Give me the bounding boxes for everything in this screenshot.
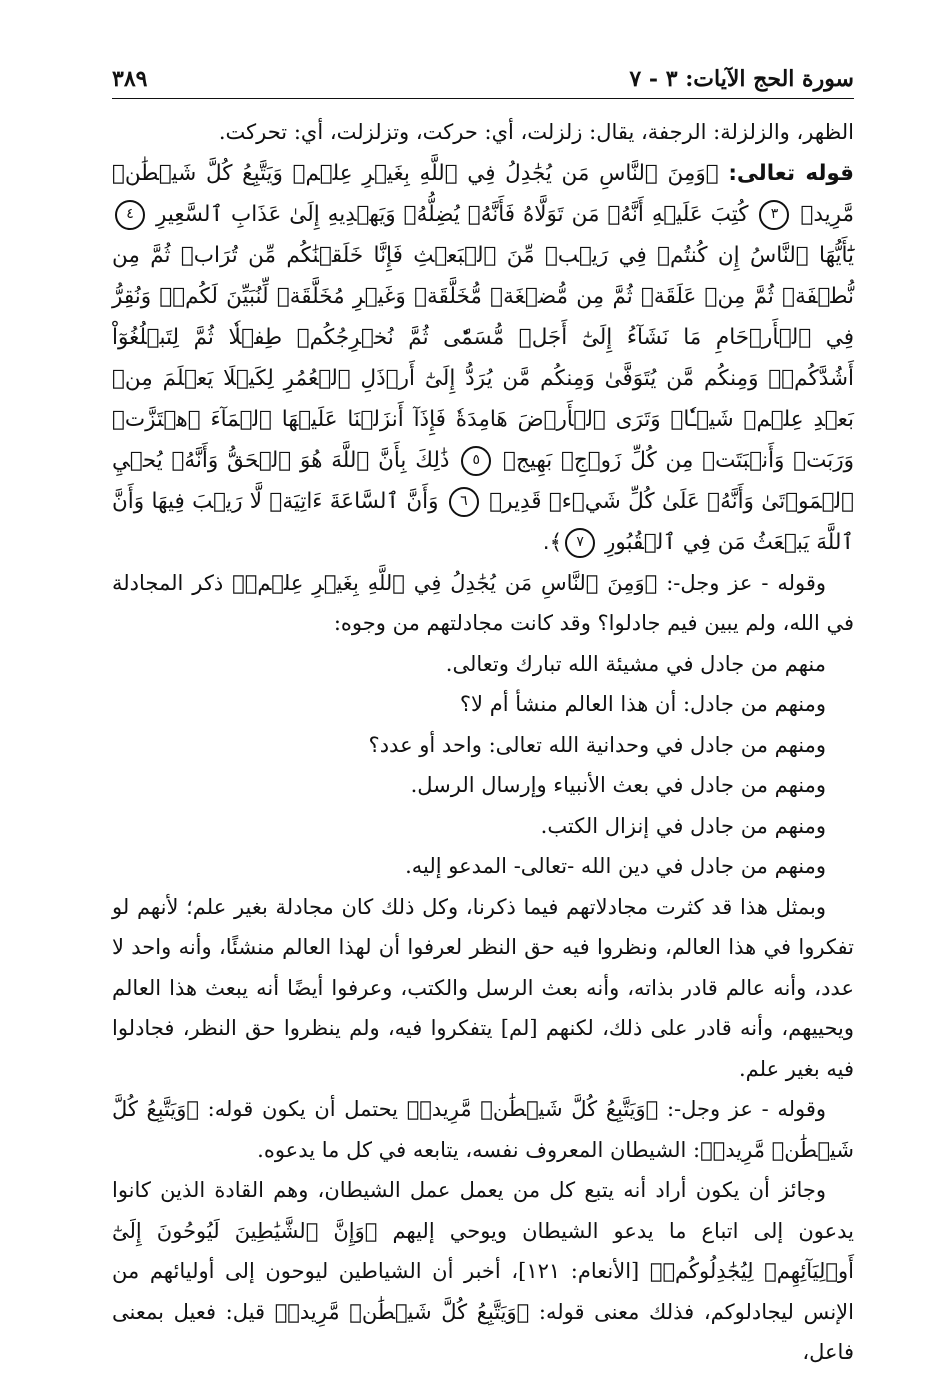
commentary-lead: وقوله - عز وجل-: [666,1097,827,1121]
page-body [112,112,854,1373]
ayah-marker-3: ٣ [759,200,789,230]
list-item: منهم من جادل في مشيئة الله تبارك وتعالى. [445,651,826,676]
verses-paragraph [112,153,854,563]
verse-5: يَٰٓأَيُّهَا ٱلنَّاسُ إِن كُنتُمۡ فِي رَيۡبٖ مِّنَ ٱلۡبَعۡثِ فَإِنَّا خَلَقۡنَٰكُم مِّن تُرَابٖ ثُمَّ مِن نُّطۡفَةٖ ثُمَّ مِنۡ عَلَقَةٖ ثُمَّ مِن مُّضۡغَةٖ مُّخَلَّقَةٖ وَغَيۡرِ مُخَلَّقَةٖ لِّنُبَيِّنَ لَكُمۡۚ وَنُقِرُّ فِي ٱلۡأَرۡحَامِ مَا نَشَآءُ إِلَىٰٓ أَجَلٖ مُّسَمّٗى ثُمَّ نُخۡرِجُكُمۡ طِفۡلٗا ثُمَّ لِتَبۡلُغُوٓاْ أَشُدَّكُمۡۖ وَمِنكُم مَّن يُتَوَفَّىٰ وَمِنكُم مَّن يُرَدُّ إِلَىٰٓ أَرۡذَلِ ٱلۡعُمُرِ لِكَيۡلَا يَعۡلَمَ مِنۢ بَعۡدِ عِلۡمٖ شَيۡـٔٗاۚ وَتَرَى ٱلۡأَرۡضَ هَامِدَةٗ فَإِذَآ أَنزَلۡنَا عَلَيۡهَا ٱلۡمَآءَ ٱهۡتَزَّتۡ وَرَبَتۡ وَأَنۢبَتَتۡ مِن كُلِّ زَوۡجِۭ بَهِيجٖ [112,242,854,473]
verse-7: وَأَنَّ ٱلسَّاعَةَ ءَاتِيَةٞ لَّا رَيۡبَ فِيهَا وَأَنَّ ٱللَّهَ يَبۡعَثُ مَن فِي ٱلۡقُبُورِ [112,488,854,555]
list-item: ومنهم من جادل في بعث الأنبياء وإرسال الرسل. [410,773,826,797]
commentary-text: وجائز أن يكون أراد أنه يتبع كل من يعمل عمل الشيطان، وهم القادة الذين كانوا يدعون إلى اتباع ما يدعو الشيطان ويوحي إليهم [112,1178,854,1243]
paragraph-mujadala [112,563,854,644]
commentary-text: يحتمل أن يكون قوله: [207,1097,399,1121]
page-number: ٣٨٩ [112,66,148,92]
header-rule [112,98,854,99]
commentary-text: [الأنعام: ١٢١]، أخبر أن الشياطين ليوحون إلى أوليائهم من الإنس ليجادلوكم، فذلك معنى قوله: [112,1259,854,1324]
verse-4: كُتِبَ عَلَيۡهِ أَنَّهُۥ مَن تَوَلَّاهُ فَأَنَّهُۥ يُضِلُّهُۥ وَيَهۡدِيهِ إِلَىٰ عَذَابِ ٱلسَّعِيرِ [155,201,749,227]
commentary-text: قيل: فعيل بمعنى فاعل، [112,1299,854,1364]
running-head [112,52,854,92]
paragraph-zalzala: الظهر، والزلزلة: الرجفة، يقال: زلزلت، أي: حركت، وتزلزلت، أي: تحركت. [218,120,854,144]
commentary-text: : الشيطان المعروف نفسه، يتابعه في كل ما يدعوه. [257,1137,701,1162]
quote-shaitan-3: ﴿وَيَتَّبِعُ كُلَّ شَيۡطَٰنٖ مَّرِيدٖ﴾ [274,1299,530,1324]
ayah-marker-5: ٥ [461,446,491,476]
list-item: ومنهم من جادل: أن هذا العالم منشأ أم لا؟ [459,692,826,716]
quote-anam: ﴿وَإِنَّ ٱلشَّيَٰطِينَ لَيُوحُونَ إِلَىٰٓ أَوۡلِيَآئِهِمۡ لِيُجَٰدِلُوكُمۡ﴾ [112,1218,854,1283]
commentary-text: ذكر المجادلة في الله، ولم يبين فيم جادلوا؟ وقد كانت مجادلتهم من وجوه: [112,570,854,635]
quote-shaitan-2: ﴿وَيَتَّبِعُ كُلَّ شَيۡطَٰنٖ مَّرِيدٖ﴾ [112,1097,854,1162]
quote-shaitan-1: ﴿وَيَتَّبِعُ كُلَّ شَيۡطَٰنٖ مَّرِيدٖ﴾ [406,1097,659,1121]
commentary-lead: وقوله - عز وجل-: [666,570,827,595]
paragraph-leaders [112,1170,854,1373]
list-item: ومنهم من جادل في إنزال الكتب. [540,813,826,838]
paragraph-conclusion: وبمثل هذا قد كثرت مجادلاتهم فيما ذكرنا، وكل ذلك كان مجادلة بغير علم؛ لأنهم لو تفكروا في هذا العالم، ونظروا فيه حق النظر لعرفوا أن لهذا العالم منشئًا، وأنه واحد لا عدد، وأنه عالم قادر بذاته، وأنه بعث الرسل والكتب، وعرفوا أيضًا أنه يبعث هذا العالم ويحييهم، وأنه قادر على ذلك، لكنهم [لم] يتفكروا فيه، ولم ينظروا حق النظر، فجادلوا فيه بغير علم. [112,894,854,1081]
verse-intro-label: قوله تعالى: [728,160,854,186]
running-title: سورة الحج الآيات: ٣ - ٧ [629,66,854,92]
verse-3: ﴿وَمِنَ ٱلنَّاسِ مَن يُجَٰدِلُ فِي ٱللَّهِ بِغَيۡرِ عِلۡمٖ وَيَتَّبِعُ كُلَّ شَيۡطَٰنٖ مَّرِيدٖ [112,160,855,227]
verses-close: ﴾. [542,529,563,555]
ayah-marker-7: ٧ [565,528,595,558]
quote-verse-3: ﴿وَمِنَ ٱلنَّاسِ مَن يُجَٰدِلُ فِي ٱللَّهِ بِغَيۡرِ عِلۡمٖ﴾ [232,570,658,595]
paragraph-shaitan [112,1089,854,1170]
ayah-marker-6: ٦ [449,487,479,517]
ayah-marker-4: ٤ [115,200,145,230]
list-item: ومنهم من جادل في دين الله -تعالى- المدعو إليه. [405,854,826,878]
list-item: ومنهم من جادل في وحدانية الله تعالى: واحد أو عدد؟ [368,732,826,757]
verse-6: ذَٰلِكَ بِأَنَّ ٱللَّهَ هُوَ ٱلۡحَقُّ وَأَنَّهُۥ يُحۡيِ ٱلۡمَوۡتَىٰ وَأَنَّهُۥ عَلَىٰ كُلِّ شَيۡءٖ قَدِيرٞ [112,447,854,514]
